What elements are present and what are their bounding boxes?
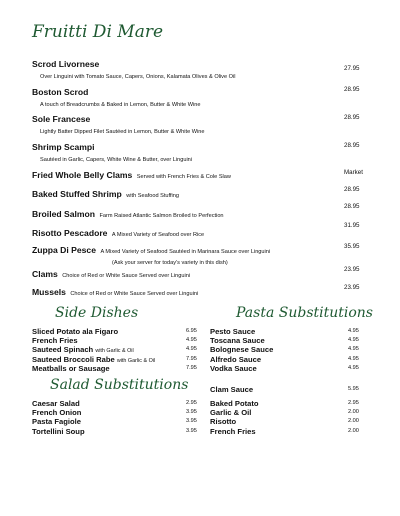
side-dish-name: Meatballs or Sausage: [32, 363, 110, 373]
item-price: 28.95: [344, 186, 360, 193]
pasta-side-price: 2.00: [348, 409, 359, 416]
section-title: Fruitti Di Mare: [32, 22, 164, 42]
pasta-sauce-row: [210, 355, 380, 364]
pasta-side-row: [210, 427, 380, 436]
sauce-price: 4.95: [348, 364, 359, 371]
side-dish-price: 4.95: [186, 346, 197, 353]
item-price: 23.95: [344, 266, 360, 273]
side-dish-name: Sliced Potato ala Figaro: [32, 327, 119, 336]
pasta-sauce-list: [210, 327, 380, 373]
item-note: (Ask your server for today's variety in this dish): [112, 260, 228, 266]
item-description: Sautéed in Garlic, Capers, White Wine & Butter, over Linguini: [40, 157, 193, 163]
item-description: Choice of Red or White Sauce Served over Linguini: [62, 273, 191, 279]
item-name: Risotto Pescadore: [32, 228, 108, 238]
menu-item-clams: [32, 264, 372, 282]
item-description: Served with French Fries & Cole Slaw: [136, 174, 231, 180]
salad-substitutions-list: [32, 399, 222, 436]
salad-row: [32, 417, 222, 426]
item-price: 23.95: [344, 284, 360, 291]
pasta-side-name: Risotto: [210, 417, 237, 427]
sauce-price: 4.95: [348, 355, 359, 362]
sauce-price: 4.95: [348, 337, 359, 344]
item-price: Market: [344, 169, 363, 176]
salad-price: 2.95: [186, 400, 197, 406]
item-name: Boston Scrod: [32, 87, 89, 97]
item-description: Lightly Batter Dipped Filet Sautéed in Lemon, Butter & White Wine: [40, 129, 205, 135]
item-name: Fried Whole Belly Clams: [32, 170, 133, 180]
sauce-name: Bolognese Sauce: [210, 345, 274, 355]
item-price: 27.95: [344, 65, 360, 72]
side-dish-row: [32, 355, 222, 364]
menu-item-fried-whole-belly-clams: [32, 165, 372, 183]
side-dish-name: Sauteed Spinach: [32, 345, 94, 355]
side-dish-price: 6.95: [186, 328, 197, 334]
item-name: Broiled Salmon: [32, 209, 96, 219]
side-dish-price: 7.95: [186, 355, 197, 362]
menu-item-sole-francese: [32, 109, 372, 135]
clam-sauce-price: 5.95: [348, 386, 359, 392]
item-price: 28.95: [344, 203, 360, 210]
pasta-sides-list: [210, 399, 380, 436]
item-description: A Mixed Variety of Seafood Sautéed in Marinara Sauce over Linguini: [100, 249, 271, 255]
salad-row: [32, 399, 222, 408]
side-dish-price: 4.95: [186, 337, 197, 344]
pasta-side-price: 2.95: [348, 400, 359, 406]
clam-sauce-name: Clam Sauce: [210, 385, 254, 394]
sauce-price: 4.95: [348, 346, 359, 353]
pasta-side-name: Garlic & Oil: [210, 408, 252, 418]
item-price: 28.95: [344, 86, 360, 93]
side-dish-description: with Garlic & Oil: [116, 357, 156, 364]
side-dish-row: [32, 336, 222, 345]
menu-item-scrod-livornese: [32, 54, 372, 80]
side-dish-name: French Fries: [32, 336, 78, 346]
item-description: with Seafood Stuffing: [126, 193, 179, 199]
pasta-side-price: 2.00: [348, 418, 359, 425]
menu-item-boston-scrod: [32, 82, 372, 108]
salad-price: 3.95: [186, 427, 197, 434]
item-name: Zuppa Di Pesce: [32, 245, 96, 255]
salad-row: [32, 408, 222, 417]
pasta-side-row: [210, 408, 380, 417]
pasta-substitutions-title: Pasta Substitutions: [236, 305, 373, 321]
pasta-side-name: French Fries: [210, 426, 256, 436]
salad-substitutions-title: Salad Substitutions: [50, 377, 189, 393]
menu-item-baked-stuffed-shrimp: [32, 184, 372, 202]
sauce-name: Alfredo Sauce: [210, 354, 262, 364]
side-dish-row: [32, 345, 222, 354]
pasta-sauce-row: [210, 364, 380, 373]
sauce-price: 4.95: [348, 328, 359, 334]
item-name: Clams: [32, 269, 58, 279]
pasta-sauce-row: [210, 327, 380, 336]
pasta-side-row: [210, 417, 380, 426]
pasta-side-row: [210, 399, 380, 408]
salad-name: Caesar Salad: [32, 399, 80, 408]
sauce-name: Vodka Sauce: [210, 363, 257, 373]
item-description: A Mixed Variety of Seafood over Rice: [111, 232, 205, 238]
sauce-name: Pesto Sauce: [210, 327, 256, 336]
side-dishes-title: Side Dishes: [55, 305, 139, 321]
clam-sauce-block: [210, 385, 380, 394]
item-price: 28.95: [344, 142, 360, 149]
pasta-side-price: 2.00: [348, 427, 359, 434]
side-dish-description: with Garlic & Oil: [95, 348, 134, 355]
item-name: Mussels: [32, 287, 66, 297]
menu-item-mussels: [32, 282, 372, 300]
salad-row: [32, 427, 222, 436]
pasta-sauce-row: [210, 345, 380, 354]
menu-item-shrimp-scampi: [32, 137, 372, 163]
salad-name: Tortellini Soup: [32, 426, 85, 436]
side-dish-name: Sauteed Broccoli Rabe: [32, 354, 115, 364]
salad-name: Pasta Fagiole: [32, 417, 81, 427]
sauce-name: Toscana Sauce: [210, 336, 265, 346]
menu-item-zuppa-di-pesce: [32, 240, 372, 266]
pasta-sauce-row: [210, 336, 380, 345]
item-price: 35.95: [344, 243, 360, 250]
item-description: A touch of Breadcrumbs & Baked in Lemon, Butter & White Wine: [40, 102, 201, 108]
item-name: Sole Francese: [32, 114, 91, 124]
side-dish-price: 7.95: [186, 364, 197, 371]
salad-price: 3.95: [186, 418, 197, 425]
menu-item-broiled-salmon: [32, 204, 372, 222]
item-description: Farm Raised Atlantic Salmon Broiled to Perfection: [99, 213, 224, 219]
menu-item-risotto-pescadore: [32, 223, 372, 241]
item-price: 31.95: [344, 222, 360, 229]
side-dish-row: [32, 327, 222, 336]
item-price: 28.95: [344, 114, 360, 121]
side-dishes-list: [32, 327, 222, 373]
salad-price: 3.95: [186, 409, 197, 416]
item-description: Choice of Red or White Sauce Served over Linguini: [70, 291, 199, 297]
side-dish-row: [32, 364, 222, 373]
item-description: Over Linguini with Tomato Sauce, Capers, Onions, Kalamata Olives & Olive Oil: [40, 74, 236, 80]
pasta-side-name: Baked Potato: [210, 399, 259, 408]
item-name: Baked Stuffed Shrimp: [32, 189, 122, 199]
salad-name: French Onion: [32, 408, 82, 418]
item-name: Scrod Livornese: [32, 59, 100, 69]
item-name: Shrimp Scampi: [32, 142, 95, 152]
clam-sauce-row: [210, 385, 380, 394]
